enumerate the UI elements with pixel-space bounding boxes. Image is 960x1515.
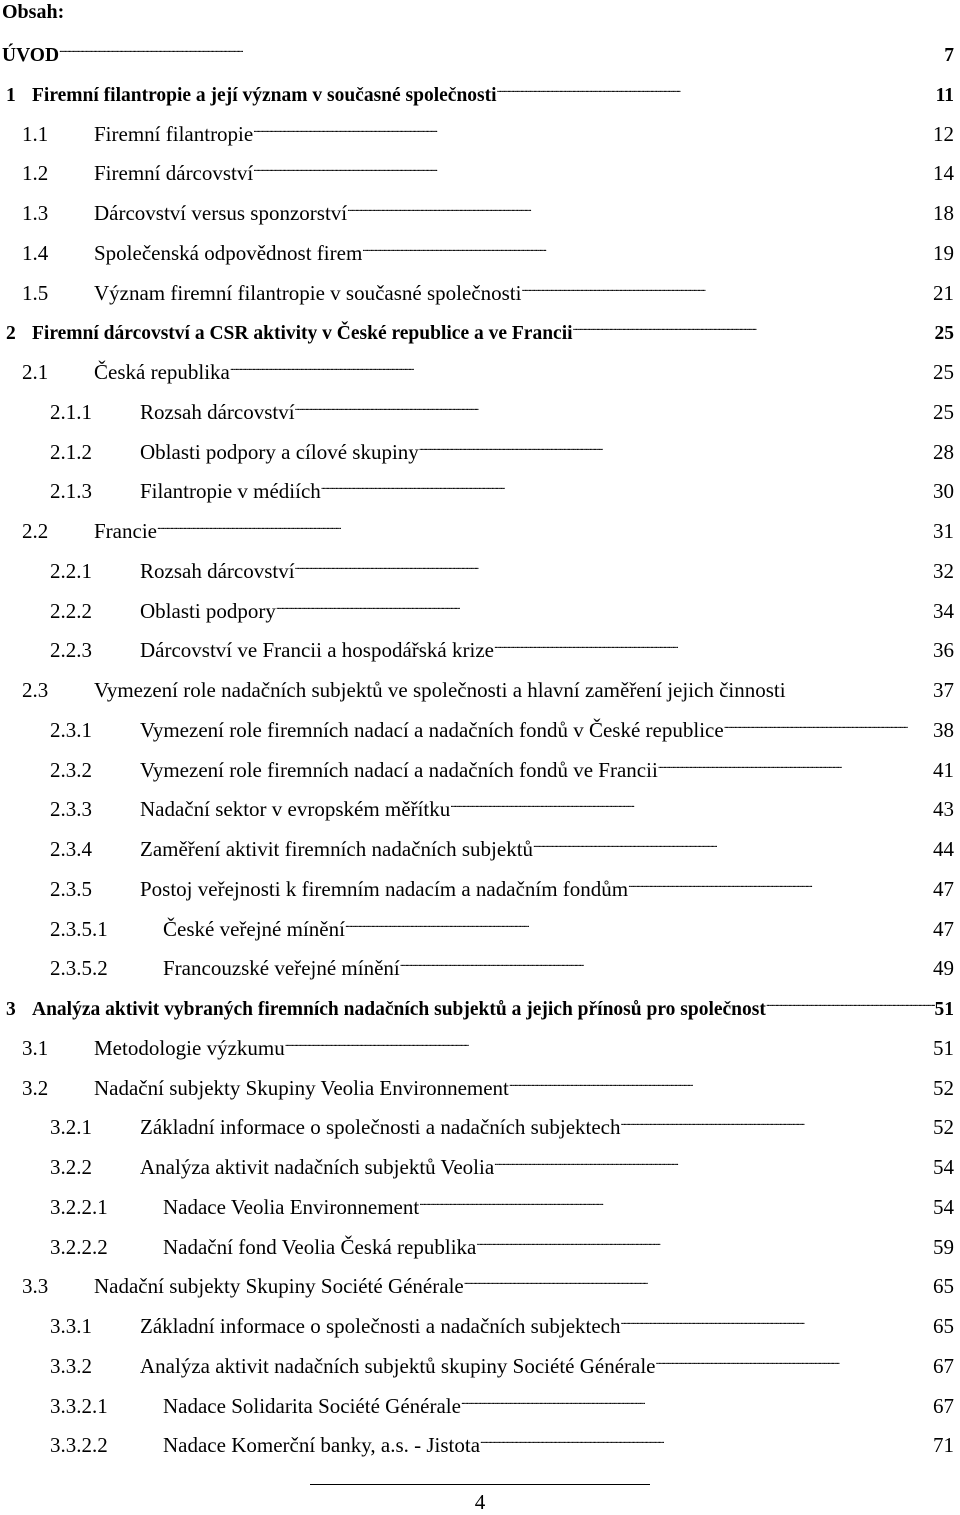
toc-entry[interactable]	[50, 1343, 954, 1378]
toc-leader-dots	[450, 786, 933, 816]
toc-entry[interactable]	[6, 71, 954, 106]
toc-leader-dots	[157, 508, 933, 538]
toc-leader-dots	[621, 1303, 934, 1333]
toc-entry-title: Firemní filantropie a její význam v současné společnosti	[32, 84, 497, 106]
toc-entry-page: 11	[935, 84, 954, 106]
toc-leader-dots	[253, 150, 933, 180]
toc-entry-title: Nadace Komerční banky, a.s. - Jistota	[163, 1433, 481, 1458]
toc-entry-number: 2.3.5	[50, 876, 92, 901]
toc-entry-title: Rozsah dárcovství	[140, 399, 295, 424]
toc-entry-title: Vymezení role nadačních subjektů ve společnosti a hlavní zaměření jejich činnosti	[94, 678, 786, 702]
toc-entry-number: 2.3.5.2	[50, 956, 108, 981]
toc-entry[interactable]	[22, 111, 954, 146]
toc-entry-title: Vymezení role firemních nadací a nadačních fondů ve Francii	[140, 757, 658, 782]
toc-leader-dots	[345, 906, 933, 936]
toc-entry-title: Nadační subjekty Skupiny Veolia Environnement	[94, 1075, 509, 1100]
toc-entry[interactable]	[22, 349, 954, 384]
page-number: 4	[474, 1490, 486, 1514]
toc-entry[interactable]	[50, 389, 954, 424]
toc-entry-page: 32	[933, 558, 954, 583]
toc-entry[interactable]	[50, 1303, 954, 1338]
toc-entry[interactable]	[50, 826, 954, 861]
toc-entry[interactable]	[50, 548, 954, 583]
toc-leader-dots	[521, 270, 933, 300]
toc-entry-number: 3.2.2.1	[50, 1194, 108, 1219]
toc-leader-dots	[295, 548, 933, 578]
toc-entry-page: 51	[933, 1035, 954, 1060]
toc-leader-dots	[621, 1104, 934, 1134]
toc-entry-number: 2.3.3	[50, 797, 92, 822]
toc-entry-title: Dárcovství versus sponzorství	[94, 201, 348, 225]
toc-entry-number: 2.3.4	[50, 837, 92, 861]
toc-entry[interactable]	[22, 1263, 954, 1299]
toc-entry-page: 65	[933, 1314, 954, 1338]
toc-entry-title: Analýza aktivit nadačních subjektů skupiny Société Générale	[140, 1353, 656, 1378]
toc-entry-title: Základní informace o společnosti a nadačních subjektech	[140, 1314, 621, 1338]
toc-entry[interactable]	[50, 1224, 954, 1259]
page-heading: Obsah:	[2, 1, 65, 23]
toc-entry-title: Analýza aktivit nadačních subjektů Veolia	[140, 1155, 495, 1179]
toc-entry-number: 3.3.2	[50, 1353, 92, 1378]
toc-leader-dots	[347, 190, 933, 220]
toc-entry-number: 1.4	[22, 240, 49, 265]
toc-leader-dots	[573, 309, 935, 339]
toc-entry-page: 36	[933, 638, 954, 663]
toc-entry-page: 19	[933, 240, 954, 265]
toc-entry-page: 43	[933, 797, 954, 822]
toc-entry-title: Firemní dárcovství	[94, 161, 254, 186]
toc-entry-page: 30	[933, 479, 954, 504]
toc-entry-page: 28	[933, 439, 954, 464]
toc-entry-page: 52	[933, 1115, 954, 1140]
toc-leader-dots	[461, 1383, 933, 1413]
toc-entry-number: 1.2	[22, 161, 49, 186]
toc-entry[interactable]	[50, 1383, 954, 1418]
toc-entry-title: Základní informace o společnosti a nadačních subjektech	[140, 1115, 621, 1140]
toc-entry-number: 2.3.1	[50, 717, 92, 742]
toc-entry-title: České veřejné mínění	[163, 916, 345, 941]
toc-entry-title: Význam firemní filantropie v současné společnosti	[94, 280, 522, 305]
toc-entry-page: 18	[933, 201, 954, 225]
toc-entry[interactable]	[50, 627, 954, 663]
toc-entry-number: 2	[6, 323, 16, 345]
toc-entry-page: 59	[933, 1234, 954, 1259]
toc-entry-title: Francie	[94, 519, 157, 543]
toc-entry-number: 3	[6, 999, 16, 1020]
toc-entry-page: 67	[933, 1353, 954, 1378]
toc-entry-title: Oblasti podpory a cílové skupiny	[140, 439, 419, 464]
toc-leader-dots	[295, 389, 933, 419]
toc-entry[interactable]	[50, 1184, 954, 1219]
toc-entry-number: 2.3	[22, 678, 49, 702]
toc-entry-title: Francouzské veřejné mínění	[163, 956, 400, 981]
toc-entry-number: 2.3.2	[50, 757, 92, 782]
toc-leader-dots	[362, 230, 933, 260]
toc-entry-title: Vymezení role firemních nadací a nadačních fondů v České republice	[140, 717, 724, 742]
toc-entry-page: 7	[944, 45, 954, 66]
toc-entry-page: 34	[933, 598, 954, 623]
toc-entry-page: 47	[933, 876, 954, 901]
toc-entry-page: 41	[933, 757, 954, 782]
toc-entry-number: 3.3	[22, 1274, 49, 1299]
toc-entry-page: 44	[933, 837, 954, 861]
toc-leader-dots	[533, 826, 933, 856]
toc-entry-number: 3.3.2.1	[50, 1393, 108, 1418]
toc-entry-title: Dárcovství ve Francii a hospodářská krize	[140, 638, 494, 663]
toc-entry[interactable]	[50, 1144, 954, 1179]
toc-entry-page: 54	[933, 1155, 954, 1179]
toc-entry-page: 14	[933, 161, 954, 186]
toc-entry-number: 3.2.1	[50, 1115, 92, 1140]
toc-entry-number: 2.2.3	[50, 638, 92, 663]
toc-entry-number: 3.3.2.2	[50, 1433, 108, 1458]
toc-entry-title: Firemní filantropie	[94, 121, 254, 146]
toc-entry-page: 47	[933, 916, 954, 941]
toc-entry-title: Rozsah dárcovství	[140, 558, 295, 583]
toc-entry[interactable]	[50, 588, 954, 623]
toc-entry-number: 2.3.5.1	[50, 916, 108, 941]
toc-leader-dots	[276, 588, 933, 618]
toc-leader-dots	[480, 1422, 933, 1452]
toc-entry-title: Nadace Veolia Environnement	[163, 1194, 420, 1219]
toc-entry-title: Česká republika	[94, 360, 230, 384]
toc-leader-dots	[658, 747, 933, 777]
toc-entry-title: Nadační fond Veolia Česká republika	[163, 1234, 477, 1259]
toc-entry-title: Analýza aktivit vybraných firemních nadačních subjektů a jejich přínosů pro společnost	[32, 999, 766, 1020]
toc-entry-number: 1.3	[22, 201, 49, 225]
toc-entry[interactable]	[22, 230, 954, 265]
toc-entry-page: 25	[934, 323, 954, 345]
toc-leader-dots	[724, 707, 933, 737]
toc-entry-number: 3.3.1	[50, 1314, 92, 1338]
toc-entry[interactable]	[6, 309, 954, 345]
toc-entry[interactable]	[50, 906, 954, 941]
toc-entry-number: 1	[6, 84, 16, 106]
toc-entry-page: 65	[933, 1274, 954, 1299]
toc-entry-number: 1.5	[22, 280, 49, 305]
toc-entry-title: Nadační sektor v evropském měřítku	[140, 797, 451, 822]
toc-entry-title: Metodologie výzkumu	[94, 1035, 285, 1060]
toc-leader-dots	[656, 1343, 934, 1373]
toc-entry-title: Zaměření aktivit firemních nadačních subjektů	[140, 837, 534, 861]
toc-entry-page: 51	[934, 999, 954, 1020]
toc-entry-number: 3.2.2	[50, 1155, 92, 1179]
toc-entry-page: 25	[933, 360, 954, 384]
toc-entry-number: 2.2.2	[50, 598, 92, 623]
toc-entry[interactable]	[22, 270, 954, 305]
toc-leader-dots	[494, 627, 933, 657]
toc-entry[interactable]	[22, 667, 954, 702]
toc-leader-dots	[464, 1263, 933, 1293]
toc-entry-number: 3.1	[22, 1035, 49, 1060]
toc-leader-dots	[253, 111, 933, 141]
toc-entry-number: 2.1	[22, 360, 49, 384]
toc-entry-page: 31	[933, 519, 954, 543]
toc-entry-page: 25	[933, 399, 954, 424]
toc-entry[interactable]	[50, 786, 954, 822]
toc-entry-page: 71	[933, 1433, 954, 1458]
toc-entry[interactable]	[50, 747, 954, 782]
toc-leader-dots	[494, 1144, 933, 1174]
toc-entry-page: 67	[933, 1393, 954, 1418]
toc-entry[interactable]	[6, 985, 954, 1020]
toc-entry-title: Oblasti podpory	[140, 598, 276, 623]
toc-entry-number: 3.2	[22, 1075, 49, 1100]
toc-entry-title: Společenská odpovědnost firem	[94, 240, 363, 265]
toc-entry-number: 1.1	[22, 121, 49, 146]
toc-entry[interactable]	[50, 429, 954, 464]
toc-leader-dots	[419, 429, 933, 459]
toc-entry-number: 2.1.1	[50, 399, 92, 424]
toc-entry[interactable]	[50, 707, 954, 742]
toc-leader-dots	[509, 1065, 933, 1095]
toc-leader-dots	[400, 945, 933, 975]
toc-entry-page: 21	[933, 280, 954, 305]
toc-entry-title: Postoj veřejnosti k firemním nadacím a nadačním fondům	[140, 876, 629, 901]
toc-leader-dots	[497, 71, 936, 101]
toc-entry[interactable]	[50, 1422, 954, 1458]
toc-entry[interactable]	[22, 508, 954, 543]
toc-entry[interactable]	[22, 1065, 954, 1100]
toc-entry-title: Firemní dárcovství a CSR aktivity v České republice a ve Francii	[32, 323, 573, 345]
toc-entry-number: 2.1.3	[50, 479, 92, 504]
toc-leader-dots	[321, 468, 933, 498]
toc-entry-page: 38	[933, 717, 954, 742]
footer-divider	[310, 1484, 650, 1485]
toc-leader-dots	[628, 866, 933, 896]
toc-entry[interactable]	[22, 1025, 954, 1060]
toc-entry[interactable]	[50, 866, 954, 901]
toc-entry-title: Nadační subjekty Skupiny Société Générale	[94, 1274, 464, 1299]
toc-entry-number: 2.2	[22, 519, 49, 543]
toc-entry-page: 54	[933, 1194, 954, 1219]
toc-entry-page: 37	[933, 678, 954, 702]
toc-entry-title: Filantropie v médiích	[140, 479, 321, 504]
toc-entry[interactable]	[50, 468, 954, 504]
toc-entry-page: 52	[933, 1075, 954, 1100]
toc-leader-dots	[766, 985, 935, 1015]
toc-entry-title: Nadace Solidarita Société Générale	[163, 1393, 461, 1418]
toc-entry[interactable]	[50, 945, 954, 981]
toc-entry[interactable]	[22, 190, 954, 225]
toc-entry[interactable]	[50, 1104, 954, 1140]
toc-leader-dots	[419, 1184, 933, 1214]
toc-entry[interactable]	[22, 150, 954, 186]
toc-leader-dots	[285, 1025, 933, 1055]
toc-leader-dots	[476, 1224, 933, 1254]
toc-entry-page: 12	[933, 121, 954, 146]
toc-entry-number: 2.1.2	[50, 439, 92, 464]
toc-leader-dots	[59, 31, 944, 61]
toc-leader-dots	[230, 349, 933, 379]
toc-entry-title: ÚVOD	[2, 45, 60, 66]
toc-entry-number: 3.2.2.2	[50, 1234, 108, 1259]
toc-entry[interactable]	[2, 31, 954, 66]
toc-entry-number: 2.2.1	[50, 558, 92, 583]
toc-entry-page: 49	[933, 956, 954, 981]
